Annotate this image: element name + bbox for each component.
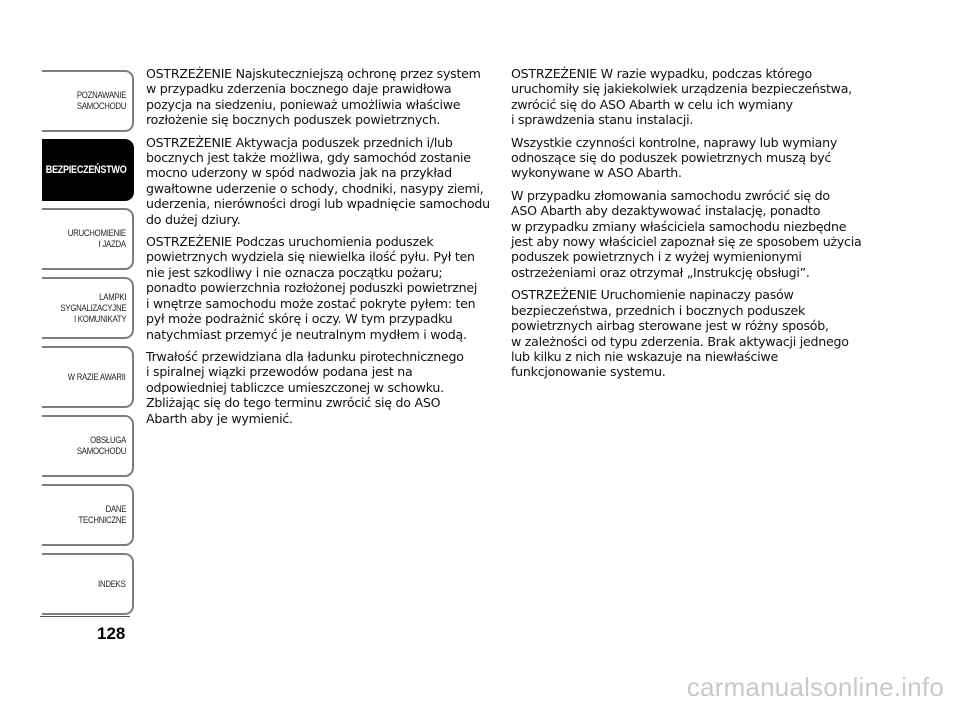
sidebar-divider <box>40 616 130 617</box>
tab-label: POZNAWANIE SAMOCHODU <box>76 90 126 112</box>
tab-label: LAMPKI SYGNALIZACYJNE I KOMUNIKATY <box>60 291 126 325</box>
tab-dane-techniczne[interactable] <box>42 484 134 546</box>
tab-label: INDEKS <box>98 578 126 590</box>
tab-w-razie-awarii[interactable] <box>42 346 134 408</box>
text-column-left <box>146 66 496 433</box>
tab-uruchomienie-i-jazda[interactable] <box>42 208 134 270</box>
page-number: 128 <box>97 624 126 643</box>
text-column-right <box>511 66 871 387</box>
tab-label: OBSŁUGA SAMOCHODU <box>76 435 126 457</box>
paragraph: OSTRZEŻENIE Uruchomienie napinaczy pasów bezpieczeństwa, przednich i bocznych poduszek powietrznych airbag sterowane jest w różny sposób, w zależności od typu zderzenia. Brak aktywacji jednego lub kilku z nich nie wskazuje na niewłaściwe funkcjonowanie systemu. <box>511 287 849 380</box>
paragraph: OSTRZEŻENIE Najskuteczniejszą ochronę przez system w przypadku zderzenia bocznego daje prawidłowa pozycja na siedzeniu, ponieważ umożliwia właściwe rozłożenie się bocznych poduszek powietrznych. <box>146 66 481 128</box>
tab-bezpieczenstwo[interactable] <box>42 139 134 201</box>
tab-poznawanie-samochodu[interactable] <box>42 70 134 132</box>
paragraph: OSTRZEŻENIE Aktywacja poduszek przednich i/lub bocznych jest także możliwa, gdy samochód zostanie mocno uderzony w spód nadwozia jak na przykład gwałtowne uderzenie o schody, chodniki, nasypy ziemi, uderzenia, nierówności drogi lub wpadnięcie samochodu do dużej dziury. <box>146 134 490 227</box>
paragraph: W przypadku złomowania samochodu zwrócić się do ASO Abarth aby dezaktywować instalację, ponadto w przypadku zmiany właściciela samochodu niezbędne jest aby nowy właściciel zapoznał się ze sposobem użycia poduszek powietrznych i z wyżej wymienionymi ostrzeżeniami oraz otrzymał „Instrukcję obsługi”. <box>511 187 862 280</box>
paragraph: Wszystkie czynności kontrolne, naprawy lub wymiany odnoszące się do poduszek powietrznych muszą być wykonywane w ASO Abarth. <box>511 134 838 181</box>
tab-indeks[interactable] <box>42 553 134 615</box>
paragraph: OSTRZEŻENIE W razie wypadku, podczas którego uruchomiły się jakiekolwiek urządzenia bezpieczeństwa, zwrócić się do ASO Abarth w celu ich wymiany i sprawdzenia stanu instalacji. <box>511 66 852 128</box>
tab-label: BEZPIECZEŃSTWO <box>45 163 126 176</box>
tab-label: DANE TECHNICZNE <box>78 504 126 526</box>
tab-obsluga-samochodu[interactable] <box>42 415 134 477</box>
tab-label: URUCHOMIENIE I JAZDA <box>67 228 126 250</box>
tab-label: W RAZIE AWARII <box>68 371 126 383</box>
tab-lampki-sygnalizacyjne[interactable] <box>42 277 134 339</box>
paragraph: OSTRZEŻENIE Podczas uruchomienia poduszek powietrznych wydziela się niewielka ilość pyłu. Pył ten nie jest szkodliwy i nie oznacza początku pożaru; ponadto powierzchnia rozłożonej poduszki powietrznej i wnętrze samochodu może zostać pokryte pyłem: ten pył może podrażnić skórę i oczy. W tym przypadku natychmiast przemyć je neutralnym mydłem i wodą. <box>146 234 478 342</box>
paragraph: Trwałość przewidziana dla ładunku pirotechnicznego i spiralnej wiązki przewodów podana jest na odpowiedniej tabliczce umieszczonej w schowku. Zbliżając się do tego terminu zwrócić się do ASO Abarth aby je wymienić. <box>146 348 464 426</box>
section-sidebar <box>42 70 134 622</box>
watermark: carmanualsonline.info <box>686 672 944 702</box>
